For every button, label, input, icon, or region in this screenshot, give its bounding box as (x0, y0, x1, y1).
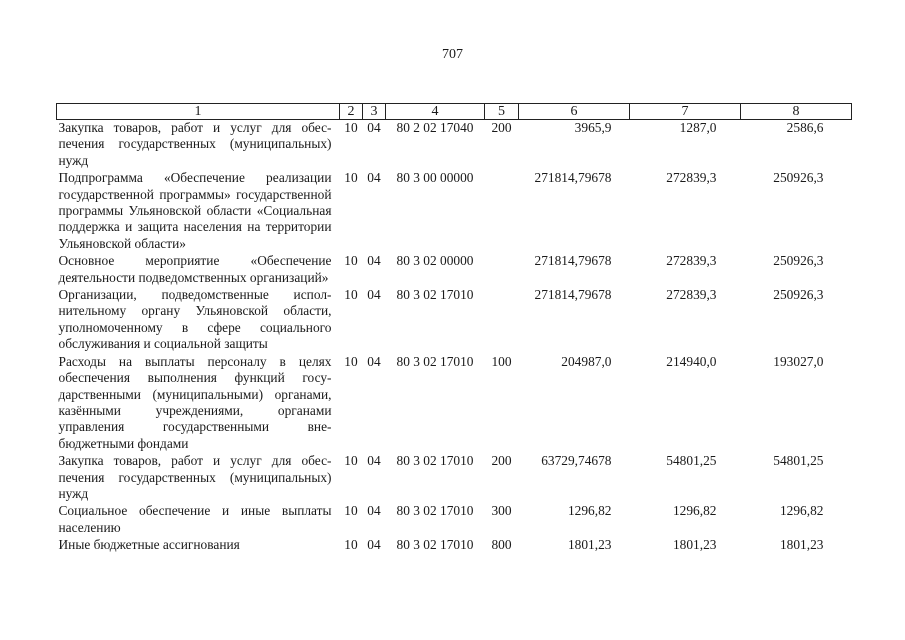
row-subsection-code: 04 (367, 287, 381, 303)
table-body (57, 120, 852, 555)
row-expense-type: 200 (491, 120, 512, 135)
col-header-4: 4 (386, 104, 485, 120)
header-row (57, 104, 852, 120)
page-number: 707 (442, 47, 463, 62)
table-row (57, 537, 852, 554)
col-header-5: 5 (485, 104, 519, 120)
row-target-article: 80 3 00 00000 (396, 170, 474, 186)
row-expense-type: 800 (491, 537, 512, 553)
row-target-article: 80 2 02 17040 (396, 120, 474, 135)
budget-table (56, 103, 852, 555)
row-amount-col8: 54801,25 (773, 453, 824, 469)
row-description: Подпрограмма «Обеспечение реализации государственной программы» государственной программы Ульяновской области «Социальная поддержка и защита населения на территории Ульяновской области» (58, 170, 332, 251)
table-row (57, 253, 852, 287)
table-row (57, 453, 852, 503)
row-expense-type (485, 170, 519, 253)
row-expense-type: 300 (491, 503, 512, 519)
row-amount-col6: 1296,82 (567, 503, 612, 519)
row-section-code: 10 (344, 353, 358, 369)
row-target-article: 80 3 02 17010 (396, 353, 474, 369)
row-amount-col6: 271814,79678 (534, 253, 612, 269)
row-description: Закупка товаров, работ и услуг для обеспечения государственных (муниципальных) нужд (58, 120, 332, 168)
row-amount-col6: 63729,74678 (541, 453, 612, 469)
row-expense-type: 100 (491, 353, 512, 369)
row-target-article: 80 3 02 17010 (396, 287, 474, 303)
row-subsection-code: 04 (367, 253, 381, 269)
row-amount-col6: 1801,23 (567, 537, 612, 553)
row-subsection-code: 04 (367, 453, 381, 469)
table-row (57, 354, 852, 453)
row-section-code: 10 (344, 170, 358, 186)
row-target-article: 80 3 02 00000 (396, 253, 474, 269)
col-header-1: 1 (57, 104, 340, 120)
row-expense-type: 200 (491, 453, 512, 469)
row-amount-col8: 250926,3 (773, 287, 824, 303)
row-amount-col7: 1287,0 (679, 120, 717, 135)
table-row (57, 503, 852, 537)
row-amount-col6: 271814,79678 (534, 287, 612, 303)
row-amount-col6: 204987,0 (561, 353, 612, 369)
col-header-6: 6 (519, 104, 630, 120)
row-section-code: 10 (344, 253, 358, 269)
row-amount-col8: 1296,82 (779, 503, 824, 519)
row-amount-col7: 272839,3 (666, 287, 717, 303)
table-row (57, 170, 852, 253)
row-amount-col7: 1801,23 (672, 537, 717, 553)
row-section-code: 10 (344, 503, 358, 519)
row-section-code: 10 (344, 287, 358, 303)
row-target-article: 80 3 02 17010 (396, 453, 474, 469)
row-description: Иные бюджетные ассигнования (58, 537, 240, 553)
row-subsection-code: 04 (367, 170, 381, 186)
row-section-code: 10 (344, 120, 358, 135)
col-header-8: 8 (741, 104, 852, 120)
row-target-article: 80 3 02 17010 (396, 537, 474, 553)
row-subsection-code: 04 (367, 537, 381, 553)
table-row (57, 120, 852, 171)
row-section-code: 10 (344, 453, 358, 469)
col-header-7: 7 (630, 104, 741, 120)
row-amount-col8: 2586,6 (786, 120, 824, 135)
table-row (57, 287, 852, 354)
col-header-2: 2 (340, 104, 363, 120)
row-description: Социальное обеспечение и иные выплаты населению (58, 503, 332, 535)
col-header-3: 3 (363, 104, 386, 120)
row-description: Основное мероприятие «Обеспечение деятельности подведомственных организаций» (58, 253, 332, 285)
row-subsection-code: 04 (367, 353, 381, 369)
row-amount-col7: 54801,25 (666, 453, 717, 469)
row-amount-col7: 214940,0 (666, 353, 717, 369)
row-section-code: 10 (344, 537, 358, 553)
row-expense-type (485, 253, 519, 287)
row-amount-col7: 272839,3 (666, 253, 717, 269)
row-amount-col8: 193027,0 (773, 353, 824, 369)
row-expense-type (485, 287, 519, 354)
row-subsection-code: 04 (367, 503, 381, 519)
row-amount-col6: 3965,9 (574, 120, 612, 135)
table-header (57, 104, 852, 120)
row-description: Закупка товаров, работ и услуг для обеспечения государственных (муниципальных) нужд (58, 453, 332, 501)
row-amount-col8: 250926,3 (773, 253, 824, 269)
row-amount-col7: 272839,3 (666, 170, 717, 186)
row-amount-col8: 250926,3 (773, 170, 824, 186)
row-amount-col8: 1801,23 (779, 537, 824, 553)
row-description: Расходы на выплаты персоналу в целях обеспечения выполнения функций государственными (муниципальными) органами, казёнными учреждениями, органами управления государственными внебюджетными фондами (58, 353, 332, 451)
row-target-article: 80 3 02 17010 (396, 503, 474, 519)
row-amount-col7: 1296,82 (672, 503, 717, 519)
row-subsection-code: 04 (367, 120, 381, 135)
row-amount-col6: 271814,79678 (534, 170, 612, 186)
row-description: Организации, подведомственные исполнительному органу Ульяновской области, уполномоченному в сфере социального обслуживания и социальной защиты (58, 287, 332, 352)
